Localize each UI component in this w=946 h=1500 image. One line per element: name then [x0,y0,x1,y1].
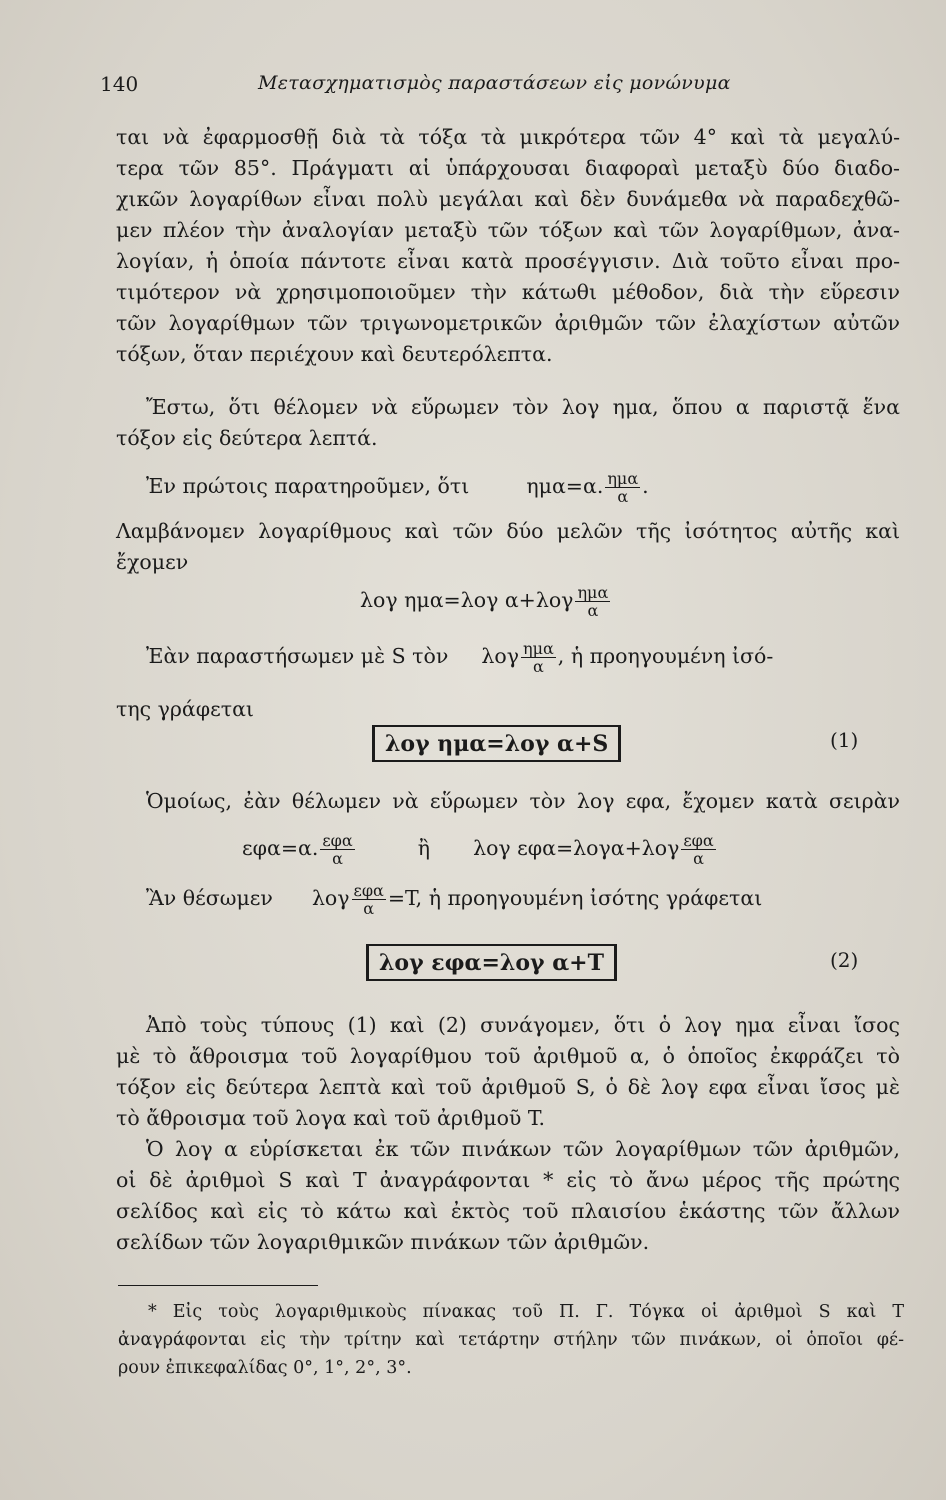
fraction-numerator: εφα [353,881,384,900]
footnote-line: ἀναγράφονται εἰς τὴν τρίτην καὶ τετάρτην στήλην τῶν πινάκων, οἱ ὁποῖοι φέ- [118,1330,904,1350]
text-line: χικῶν λογαρίθων εἶναι πολὺ μεγάλαι καὶ δὲν δυνάμεθα νὰ παραδεχθῶ- [116,187,900,211]
equation-t-definition [146,882,762,917]
fraction [605,470,640,505]
text-line: τόξον εἰς δεύτερα λεπτὰ καὶ τοῦ ἀριθμοῦ S, ὁ δὲ λογ εφα εἶναι ἴσος μὲ [116,1075,900,1099]
equation-tail: =T, ἡ προηγουμένη ἰσότης γράφεται [387,886,763,910]
text-line: σελίδων τῶν λογαριθμικῶν πινάκων τῶν ἀριθμῶν. [116,1230,650,1254]
equation-log: λογ [311,886,350,910]
equation-s-definition [146,640,773,675]
paragraph-1 [116,122,900,370]
equation-number-2: (2) [830,948,859,972]
page-header [100,72,826,106]
equation-tail: , ἡ προηγουμένη ἰσό- [557,644,774,668]
text-line: Ἀπὸ τοὺς τύπους (1) καὶ (2) συνάγομεν, ὅτι ὁ λογ ημα εἶναι ἴσος [146,1013,900,1037]
fraction-numerator: ημα [577,583,609,602]
equation-number-1: (1) [830,728,859,752]
fraction-denominator: α [532,657,544,676]
fraction [681,832,715,867]
text-line: Ἔστω, ὅτι θέλομεν νὰ εὕρωμεν τὸν λογ ημα, ὅπου α παριστᾷ ἕνα [146,395,900,419]
text-line: τῶν λογαρίθμων τῶν τριγωνομετρικῶν ἀριθμῶν τῶν ἐλαχίστων αὐτῶν [116,311,900,335]
continuation-line [116,694,900,725]
equation-tail: . [642,474,649,498]
text-line: τὸ ἄθροισμα τοῦ λογα καὶ τοῦ ἀριθμοῦ T. [116,1106,546,1130]
text-line: Ὁμοίως, ἐὰν θέλωμεν νὰ εὕρωμεν τὸν λογ εφα, ἔχομεν κατὰ σειρὰν [146,789,900,813]
paragraph-4 [116,786,900,817]
equation-lead-text: Ἐν πρώτοις παρατηροῦμεν, ὅτι [146,474,470,498]
fraction-denominator: α [617,487,629,506]
text-line: οἱ δὲ ἀριθμοὶ S καὶ T ἀναγράφονται * εἰς τὸ ἄνω μέρος τῆς πρώτης [116,1168,900,1192]
fraction-numerator: ημα [607,469,639,488]
text-line: σελίδος καὶ εἰς τὸ κάτω καὶ ἐκτὸς τοῦ πλαισίου ἑκάστης τῶν ἄλλων [116,1199,900,1223]
fraction-denominator: α [332,849,343,868]
equation-lead-text: Ἂν θέσωμεν [146,886,273,910]
text-line: λογίαν, ἡ ὁποία πάντοτε εἶναι κατὰ προσέγγισιν. Διὰ τοῦτο εἶναι προ- [116,249,900,273]
text-line: Ὁ λογ α εὑρίσκεται ἐκ τῶν πινάκων τῶν λογαρίθμων τῶν ἀριθμῶν, [146,1137,900,1161]
paragraph-2 [116,392,900,454]
text-line: μὲ τὸ ἄθροισμα τοῦ λογαρίθμου τοῦ ἀριθμοῦ α, ὁ ὁποῖος ἐκφράζει τὸ [116,1044,900,1068]
equation-rhs: λογ εφα=λογα+λογ [473,836,680,860]
equation-or: ἢ [417,836,431,860]
fraction [575,584,610,619]
fraction-numerator: ημα [522,639,554,658]
running-title: Μετασχηματισμὸς παραστάσεων εἰς μονώνυμα [258,72,731,94]
fraction-denominator: α [693,849,704,868]
equation-lhs: ημα=α. [526,474,604,498]
fraction [352,882,386,917]
text-line: τόξων, ὅταν περιέχουν καὶ δευτερόλεπτα. [116,342,553,366]
footnote-line: * Εἰς τοὺς λογαριθμικοὺς πίνακας τοῦ Π. Γ. Τόγκα οἱ ἀριθμοὶ S καὶ T [148,1302,904,1322]
equation-tan-identity [242,832,718,867]
text-line: ἔχομεν [116,550,189,574]
equation-lead-text: Ἐὰν παραστήσωμεν μὲ S τὸν [146,644,449,668]
fraction-numerator: εφα [683,831,714,850]
text-line: τόξον εἰς δεύτερα λεπτά. [116,426,378,450]
page-number: 140 [100,72,139,96]
fraction-denominator: α [363,899,375,918]
boxed-formula-1: λογ ημα=λογ α+S [372,725,621,762]
boxed-formula-2: λογ εφα=λογ α+T [366,944,617,981]
text-line: της γράφεται [116,697,254,721]
text-line: τιμότερον νὰ χρησιμοποιοῦμεν τὴν κάτωθι μέθοδον, διὰ τὴν εὕρεσιν [116,280,900,304]
fraction-denominator: α [587,601,599,620]
text-line: τερα τῶν 85°. Πράγματι αἱ ὑπάρχουσαι διαφοραὶ μεταξὺ δύο διαδο- [116,156,900,180]
text-line: μεν πλέον τὴν ἀναλογίαν μεταξὺ τῶν τόξων καὶ τῶν λογαρίθμων, ἀνα- [116,218,900,242]
equation-log: λογ [481,644,519,668]
fraction-numerator: εφα [322,831,353,850]
equation-log-sin [360,584,612,619]
paragraph-6 [116,1134,900,1258]
paragraph-5 [116,1010,900,1134]
fraction [320,832,354,867]
text-line: ται νὰ ἐφαρμοσθῇ διὰ τὰ τόξα τὰ μικρότερα τῶν 4° καὶ τὰ μεγαλύ- [116,125,900,149]
text-line: Λαμβάνομεν λογαρίθμους καὶ τῶν δύο μελῶν τῆς ἰσότητος αὐτῆς καὶ [116,519,900,543]
equation-lhs: εφα=α. [242,836,319,860]
paragraph-3 [116,516,900,578]
footnote-line: ρουν ἐπικεφαλίδας 0°, 1°, 2°, 3°. [118,1358,412,1378]
equation-sin-identity [146,470,649,505]
equation-lhs: λογ ημα=λογ α+λογ [360,588,574,612]
fraction [521,640,556,675]
footnote-separator [118,1285,318,1286]
footnote [118,1298,904,1382]
